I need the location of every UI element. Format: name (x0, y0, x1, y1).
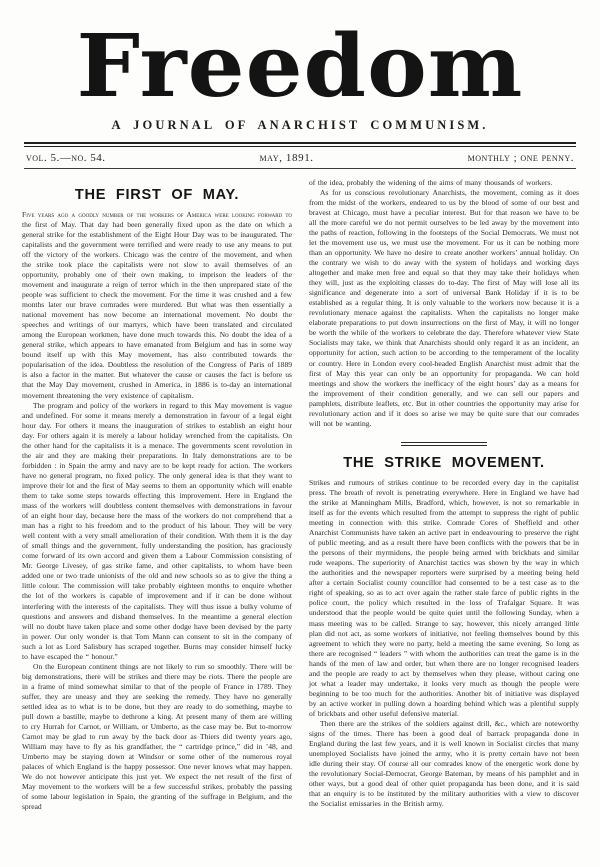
issue-bar-underline-rule (24, 168, 576, 169)
issue-date: may, 1891. (259, 151, 314, 164)
masthead-divider-rule (24, 142, 576, 147)
issue-bar (26, 152, 574, 164)
issue-volume: vol. 5.—no. 54. (26, 151, 106, 164)
issue-price: monthly ; one penny. (467, 151, 574, 164)
article-paragraph: Strikes and rumours of strikes continue to be recorded every day in the capitalist press. The breath of revolt is penetrating everywhere. Here in England we have had the strike at Manningham Mills, Bradford, which, however, is not so remarkable in itself as for the events which resulted from the attempt to suppress the right of public meeting in connection with this strike. Comrade Cores of Sheffield and other Anarchist Communists have taken an active part in endeavouring to preserve the right of public meeting, and as a result there have been conflicts with the powers that be in the persons of their myrmidons, the people being armed with brickbats and similar rude weapons. The superiority of Anarchist tactics was shown by the way in which the authorities and the newspaper reporters were surprised by a meeting being held after a certain Socialist county councillor had consented to be a test case as to the right of speaking, so as to act over again the rather stale farce of public rights in the police court, the policy which resulted in the loss of Trafalgar Square. It was understood that the people would be quite quiet until the following Sunday, when a mass meeting was to be called. Strange to say, however, this nicely arranged little plan did not act, as some workers of initiative, not feeling themselves bound by this agreement to which they were no party, held a meeting the same evening. So long as there are recognised “ leaders ” with whom the authorities can treat the game is in the hands of the men of law and order, but when there are no longer recognised leaders and the people are ready to act by themselves when they please, without caring one jot what a leader may undertake, it looks very much as though the people were beginning to be too much for the authorities. Another bit of initiative was displayed by an active worker in pulling down a hoarding behind which was a plentiful supply of brickbats and other useful defensive material. (309, 477, 579, 718)
article-paragraph: The program and policy of the workers in regard to this May movement is vague and undefined. For some it means merely a demonstration in favour of a legal eight hour day. For others it means the inauguration of strikes to establish an eight hour day. For others again it is merely a labour holiday wrenched from the capitalists. On the other hand for the capitalists it is a menace. The governments scent revolution in the air and they are making their preparations. In Italy demonstrations are to be forbidden : in Spain the army and navy are to be kept ready for action. The workers have no general program, no fixed policy. The only general idea is that they want to improve their lot and the first of May seems to them an opportunity which will enable them to take some steps towards effecting this improvement. Here in England the mass of the workers will doubtless content themselves with demonstrations in favour of an eight hour day, because here the mass of the workers do not comprehend that a man has a right to his freedom and to the product of his labour. They will be very well content with a very small amelioration of their condition. With them it is the day of small things and the government, fully understanding the position, has graciously come forward of its own accord and given them a Labour Commission consisting of Mr. George Livesey, of gas strike fame, and other capitalists, to whom have been added one or two trade unionists of the old and new schools so as to give the thing a little colour. The commission will take probably eighteen months to enquire whether the lot of the workers is capable of improvement and if it can be done without interfering with the interests of the capitalists. They will thus issue a bulky volume of questions and answers and disband themselves. In the meantime a general election will no doubt have taken place and some other dodge have been devised by the party in power. Our only wonder is that Tom Mann can consent to sit in the company of such a lot as Lord Salisbury has scraped together. Burns may consider himself lucky to have escaped the “ honour.” (22, 400, 292, 661)
masthead-subtitle: A JOURNAL OF ANARCHIST COMMUNISM. (111, 117, 489, 132)
article-paragraph: On the European continent things are not likely to run so smoothly. There will be big demonstrations, there will be strikes and there may be riots. There the people are in a frame of mind somewhat similar to that of the people of France in 1789. They suffer, they are uneasy and they are seeking the remedy. They have no generally settled idea as to what is to be done, but they are ready to do something, maybe to pull down a bastille, maybe to dethrone a king. At present many of them are willing to cry Hurrah for Carnot, or William, or Umberto, as the case may be. But to-morrow Carnot may be glad to run away by the back door as Thiers did twenty years ago, William may have to fly as his grandfather, the “ cartridge prince,” did in ’48, and Umberto may be staying down at Windsor or some other of the numerous royal palaces of which England is the happy possessor. One never knows what may happen. We do not however anticipate this just yet. We expect the net result of the first of May movement to the workers will be a few successful strikes, probably the passing of some labour legislation in Spain, the granting of the suffrage in Belgium, and the spread (22, 661, 292, 812)
article-paragraph: As for us conscious revolutionary Anarchists, the movement, coming as it does from the midst of the workers, endeared to us by the blood of some of our best and bravest at Chicago, must have a peculiar interest. But for that reason we have to be all the more careful we do not permit ourselves to be led away by the movement into the paths of reaction, following in the footsteps of the Social Democrats. We must not let the movement use us, we must use the movement. For us it can be nothing more than an opportunity. We have no desire to create another workers’ annual holiday. On the contrary we wish to do away with the system of holidays and working days altogether and make men free and equal so that they may take their holidays when they will, just as the exploiting classes do to-day. The first of May will lose all its significance and degenerate into a sort of universal Bank Holiday if it is to be established as a regular thing. It is only valuable to the workers now because it is a revolutionary menace against the capitalists. When the capitalists no longer make elaborate preparations to put down insurrections on the first of May, it will no longer be worth the while of the workers to celebrate the day. Therefore whatever view State Socialists may take, we think that Anarchists should only regard it as an incident, an opportunity for action, such action to be according to the temperament of the locality or country. Here in London every cool-headed English Anarchist must admit that the first of May this year can only be an opportunity for propaganda. We can hold meetings and show the workers the inefficacy of the eight hours’ day as a means for the improvement of their condition generally, and we can sell our papers and pamphlets, distribute leaflets, etc. But in other countries the opportunity may arise for revolutionary action and if it does so arise we may be quite sure that our comrades will not be wanting. (309, 187, 579, 428)
article-columns (22, 178, 578, 813)
masthead-title: Freedom (76, 16, 524, 117)
column-right (309, 178, 579, 813)
article-paragraph: Five years ago a goodly number of the workers of America were looking forward to the first of May. That day had been generally fixed upon as the date on which a general strike for the establishment of the Eight Hour Day was to be inaugurated. The capitalists and the government were terrified and were ready to use any means to put off the victory of the workers. Chicago was the centre of the movement, and when the strike took place the capitalists were not slow to avail themselves of an opportunity, probably one of their own making, to imprison the leaders of the movement and inaugurate a reign of terror which in the then unprepared state of the people was sufficient to check the movement. For the time it was crushed and a few months later our brave comrades were murdered. But what was then essentially a national movement has now become an international movement. No doubt the speeches and writings of our martyrs, which have been translated and circulated among the European workmen, have done much towards this. No doubt the idea of a general strike, which appears to have emanated from Belgium and has in some way bound itself up with this May movement, has also contributed towards the popularisation of the idea. Doubtless the resolution of the Congress of Paris of 1889 is also a factor in the matter. But whatever the cause or causes the fact is before us that the May Day movement, crushed in America, in 1886 is to-day an international movement threatening the very existence of capitalism. (22, 209, 292, 400)
section-ornament-rule (401, 442, 487, 446)
headline-strike-movement: THE STRIKE MOVEMENT. (343, 454, 545, 471)
article-paragraph: Then there are the strikes of the soldiers against drill, &c., which are noteworthy signs of the times. There has been a good deal of barrack propaganda done in England during the last few years, and it is well known in Socialist circles that many unemployed Socialists have joined the army, who it is pretty certain have not been idle during their stay. Of course all our comrades know of the energetic work done by the revolutionary Social-Democrat, George Bateman, by means of his pamphlet and in other ways, but a good deal of other quiet propaganda has been done, and it is said that an enquiry is to be instituted by the military authorities with a view to discover the Socialist emissaries in the British army. (309, 718, 579, 809)
masthead (0, 0, 600, 133)
column-left (22, 178, 292, 813)
article-paragraph: of the idea, probably the widening of the aims of many thousands of workers. (309, 177, 553, 187)
headline-first-of-may: THE FIRST OF MAY. (74, 186, 240, 203)
